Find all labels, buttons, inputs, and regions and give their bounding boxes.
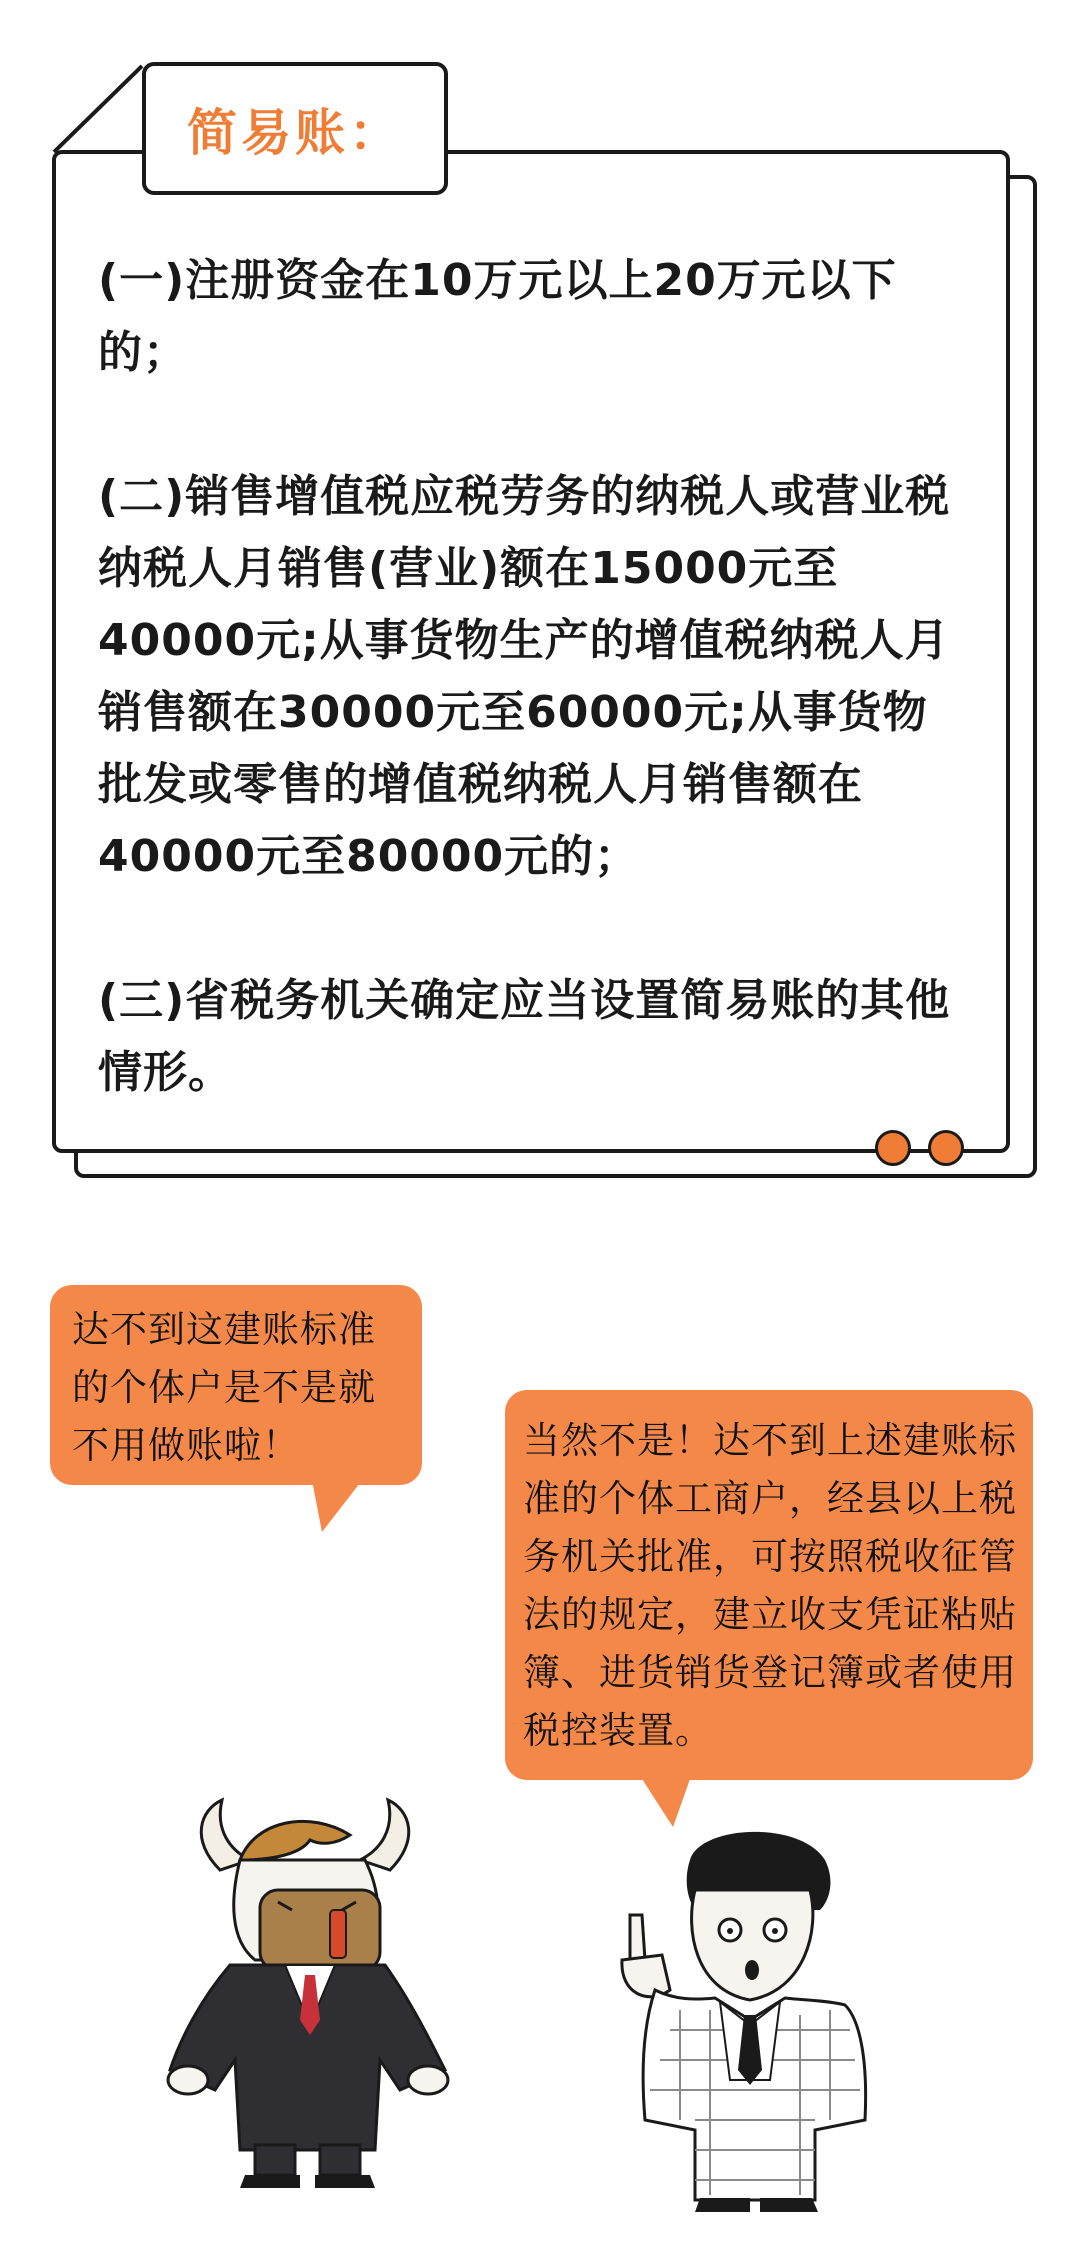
bull-bubble-tail xyxy=(300,1470,380,1540)
bull-character-illustration xyxy=(160,1790,450,2190)
card-paragraph-1: (一)注册资金在10万元以上20万元以下的； xyxy=(98,255,897,378)
card-paragraph-3: (三)省税务机关确定应当设置简易账的其他情形。 xyxy=(98,975,951,1098)
bull-speech-bubble xyxy=(50,1285,422,1485)
card-title: 简易账： xyxy=(187,103,403,162)
businessman-character-illustration xyxy=(600,1820,900,2220)
card-body xyxy=(98,245,958,1181)
bull-question-text: 达不到这建账标准的个体户是不是就不用做账啦！ xyxy=(72,1308,376,1467)
card-paragraph-2: (二)销售增值税应税劳务的纳税人或营业税纳税人月销售(营业)额在15000元至40000元;从事货物生产的增值税纳税人月销售额在30000元至60000元;从事货物批发或零售的增值税纳税人月销售额在40000元至80000元的； xyxy=(98,471,951,882)
decor-dot-2 xyxy=(928,1130,964,1166)
man-speech-bubble xyxy=(505,1390,1033,1780)
decor-dot-1 xyxy=(875,1130,911,1166)
card-title-tab xyxy=(142,62,448,195)
man-answer-text: 当然不是！达不到上述建账标准的个体工商户，经县以上税务机关批准，可按照税收征管法的规定，建立收支凭证粘贴簿、进货销货登记簿或者使用税控装置。 xyxy=(523,1419,1017,1752)
